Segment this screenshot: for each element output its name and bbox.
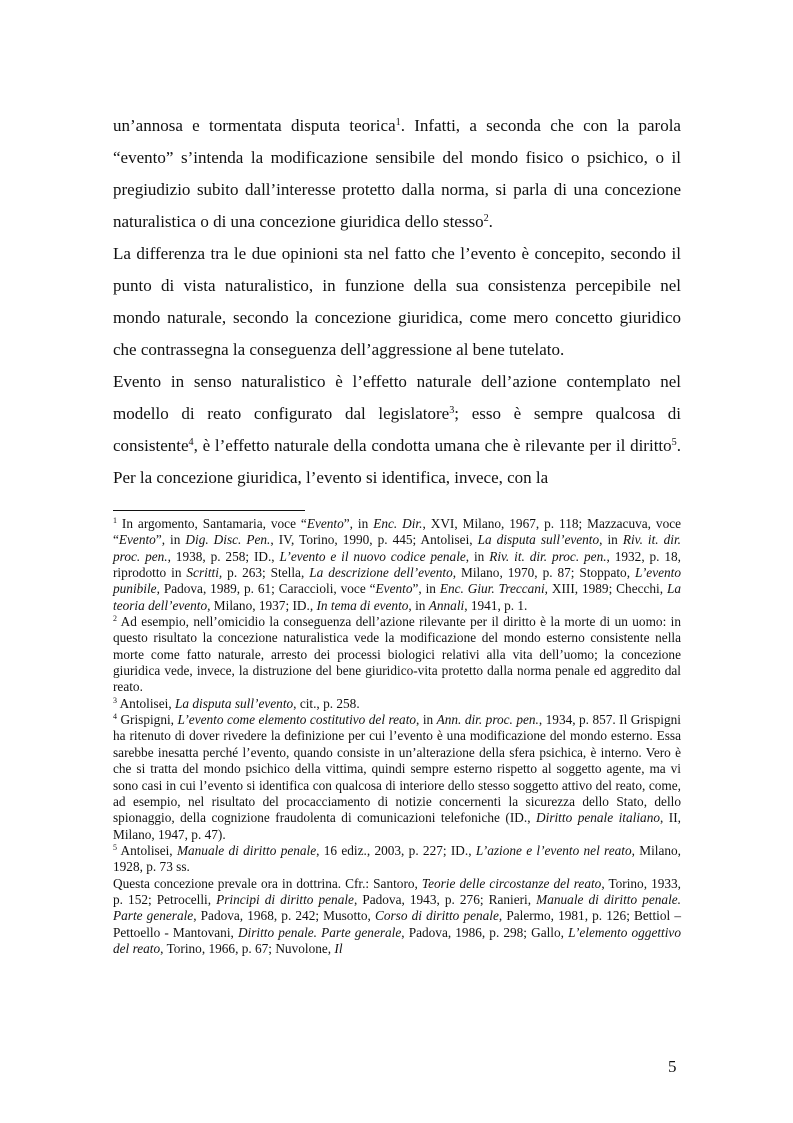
italic-text: Evento bbox=[375, 581, 413, 597]
text-run: Evento in senso naturalistico è l’effetto naturale dell’azione contemplato nel modello di reato configurato dal legislatore bbox=[113, 372, 681, 423]
footnote bbox=[113, 614, 681, 696]
italic-text: Corso di diritto penale bbox=[374, 908, 499, 924]
italic-text: Annali bbox=[428, 597, 465, 613]
italic-text: La descrizione dell’evento bbox=[309, 565, 453, 581]
footnote-marker: 1 bbox=[395, 116, 401, 128]
text-run: . Infatti, a seconda che con la parola “evento” s’intenda la modificazione sensibile del mondo fisico o psichico, o il pregiudizio subito dall’interesse protetto dalla norma, si parla di una concezione naturalistica o di una concezione giuridica dello stesso bbox=[113, 116, 681, 231]
text-run: , IV, Torino, 1990, p. 445; Antolisei, bbox=[270, 532, 478, 548]
text-run: , 1941, p. 1. bbox=[464, 597, 528, 613]
italic-text: Principi di diritto penale bbox=[216, 891, 354, 907]
italic-text: Dig. Disc. Pen. bbox=[185, 532, 271, 548]
text-run: , in bbox=[599, 532, 623, 548]
text-run: , Milano, 1970, p. 87; Stoppato, bbox=[452, 565, 635, 581]
text-run: , in bbox=[416, 712, 437, 728]
footnote-marker: 2 bbox=[113, 614, 117, 624]
italic-text: L’elemento oggettivo del reato bbox=[113, 924, 681, 956]
italic-text: L’evento punibile bbox=[113, 565, 681, 597]
italic-text: La disputa sull’evento bbox=[174, 695, 294, 711]
italic-text: La disputa sull’evento bbox=[477, 532, 600, 548]
footnote-marker: 2 bbox=[483, 212, 489, 224]
text-run: , 16 ediz., 2003, p. 227; ID., bbox=[316, 842, 476, 858]
footnote bbox=[113, 876, 681, 958]
footnote-marker: 5 bbox=[113, 843, 117, 853]
italic-text: Evento bbox=[306, 516, 344, 531]
italic-text: Enc. Dir. bbox=[373, 516, 423, 531]
footnote-marker: 4 bbox=[113, 712, 117, 722]
italic-text: Ann. dir. proc. pen. bbox=[436, 712, 539, 728]
footnote-separator bbox=[113, 510, 305, 511]
italic-text: L’azione e l’evento nel reato bbox=[475, 842, 632, 858]
text-run: ”, in bbox=[155, 532, 186, 548]
footnote bbox=[113, 843, 681, 876]
text-run: , Milano, 1928, p. 73 ss. bbox=[113, 842, 681, 875]
text-run: , II, Milano, 1947, p. 47). bbox=[113, 810, 681, 842]
footnotes bbox=[113, 516, 681, 957]
footnote-marker: 3 bbox=[449, 404, 455, 416]
text-run: Antolisei, bbox=[116, 695, 175, 711]
footnote-marker: 4 bbox=[188, 436, 194, 448]
text-run: , XVI, Milano, 1967, p. 118; Mazzacuva, voce “ bbox=[113, 516, 682, 548]
text-run: . Per la concezione giuridica, l’evento si identifica, invece, con la bbox=[113, 436, 681, 487]
footnote bbox=[113, 516, 681, 614]
text-run: La differenza tra le due opinioni sta nel fatto che l’evento è concepito, secondo il punto di vista naturalistico, in funzione della sua consistenza percepibile nel mondo naturale, secondo la concezione giuridica, come mero concetto giuridico che contrassegna la conseguenza dell’aggressione al bene tutelato. bbox=[113, 244, 681, 359]
footnote-marker: 5 bbox=[671, 436, 677, 448]
text-run: ”, in bbox=[343, 516, 374, 531]
text-run: , è l’effetto naturale della condotta umana che è rilevante per il diritto bbox=[193, 436, 672, 455]
text-run: , Padova, 1986, p. 298; Gallo, bbox=[401, 924, 569, 940]
text-run: , Torino, 1966, p. 67; Nuvolone, bbox=[160, 940, 335, 956]
italic-text: Diritto penale. Parte generale bbox=[237, 924, 402, 940]
text-run: , Padova, 1943, p. 276; Ranieri, bbox=[353, 891, 537, 907]
italic-text: L’evento come elemento costitutivo del reato bbox=[177, 712, 417, 728]
italic-text: Riv. it. dir. proc. pen. bbox=[489, 548, 607, 564]
italic-text: Diritto penale italiano bbox=[536, 810, 660, 826]
paragraph bbox=[113, 110, 681, 238]
text-run: In argomento, Santamaria, voce “ bbox=[116, 516, 307, 531]
paragraph bbox=[113, 366, 681, 494]
text-run: , Milano, 1937; ID., bbox=[207, 597, 317, 613]
text-run: , XIII, 1989; Checchi, bbox=[544, 581, 667, 597]
text-run: , Palermo, 1981, p. 126; Bettiol – Pettoello - Mantovani, bbox=[113, 908, 681, 940]
text-run: , Padova, 1968, p. 242; Musotto, bbox=[193, 908, 375, 924]
italic-text: In tema di evento bbox=[316, 597, 409, 613]
text-run: Grispigni, bbox=[116, 712, 178, 728]
italic-text: Riv. it. dir. proc. pen. bbox=[113, 532, 681, 564]
italic-text: Il bbox=[334, 940, 343, 956]
text-run: p. 263; Stella, bbox=[222, 565, 310, 581]
text-run: , in bbox=[408, 597, 429, 613]
text-run: , in bbox=[465, 548, 490, 564]
italic-text: Manuale di diritto penale bbox=[176, 842, 317, 858]
footnote-marker: 1 bbox=[113, 516, 117, 526]
text-run: Ad esempio, nell’omicidio la conseguenza dell’azione rilevante per il diritto è la morte di un uomo: in questo risultato la concezione naturalistica vede la modificazione del mondo esterno consistente nella morte come fatto naturale, arresto dei processi biologici relativi alla vita dell’uomo; la concezione giuridica vede, invece, la distruzione del bene giuridico-vita protetto dalla norma penale ed aggredito dal reato. bbox=[113, 614, 681, 695]
footnote bbox=[113, 712, 681, 843]
text-run: , 1932, p. 18, riprodotto in bbox=[113, 548, 681, 581]
italic-text: Enc. Giur. Treccani bbox=[439, 581, 545, 597]
text-run: , 1938, p. 258; ID., bbox=[167, 548, 280, 564]
italic-text: L’evento e il nuovo codice penale bbox=[279, 548, 466, 564]
text-run: , Padova, 1989, p. 61; Caraccioli, voce “ bbox=[156, 581, 376, 597]
text-run: Antolisei, bbox=[116, 842, 177, 858]
footnote bbox=[113, 696, 681, 712]
text-run: ; esso è sempre qualcosa di consistente bbox=[113, 404, 681, 455]
italic-text: Manuale di diritto penale. Parte generale bbox=[113, 891, 681, 924]
text-run: , 1934, p. 857. Il Grispigni ha ritenuto di dover rivedere la definizione per cui l’evento è una modificazione del mondo esterno. Essa sarebbe inesatta perché l’evento, quando consiste in un’alterazione della sfera psichica, è interno. Vero è che si tratta del mondo psichico della vittima, quindi sempre esterno rispetto al soggetto agente, ma vi sono casi in cui l’evento si identifica con qualcosa di interiore dello stesso soggetto attivo del reato, come, ad esempio, nel risultato del procacciamento di notizie concernenti la sicurezza dello Stato, dello spionaggio, della cognizione fraudolenta di comunicazioni telefoniche (ID., bbox=[113, 712, 681, 826]
paragraph bbox=[113, 238, 681, 366]
text-run: un’annosa e tormentata disputa teorica bbox=[113, 116, 396, 135]
text-run: , Torino, 1933, p. 152; Petrocelli, bbox=[113, 875, 681, 907]
italic-text: La teoria dell’evento bbox=[113, 581, 682, 613]
page-number: 5 bbox=[668, 1057, 677, 1076]
text-run: , cit., p. 258. bbox=[293, 695, 360, 711]
footnote-marker: 3 bbox=[113, 696, 117, 705]
main-text bbox=[113, 110, 681, 494]
italic-text: Teorie delle circostanze del reato bbox=[421, 875, 602, 891]
text-run: ”, in bbox=[412, 581, 440, 597]
text-run: Questa concezione prevale ora in dottrina. Cfr.: Santoro, bbox=[113, 875, 422, 891]
italic-text: Evento bbox=[118, 532, 156, 548]
text-run: . bbox=[488, 212, 493, 231]
italic-text: Scritti, bbox=[186, 565, 223, 581]
